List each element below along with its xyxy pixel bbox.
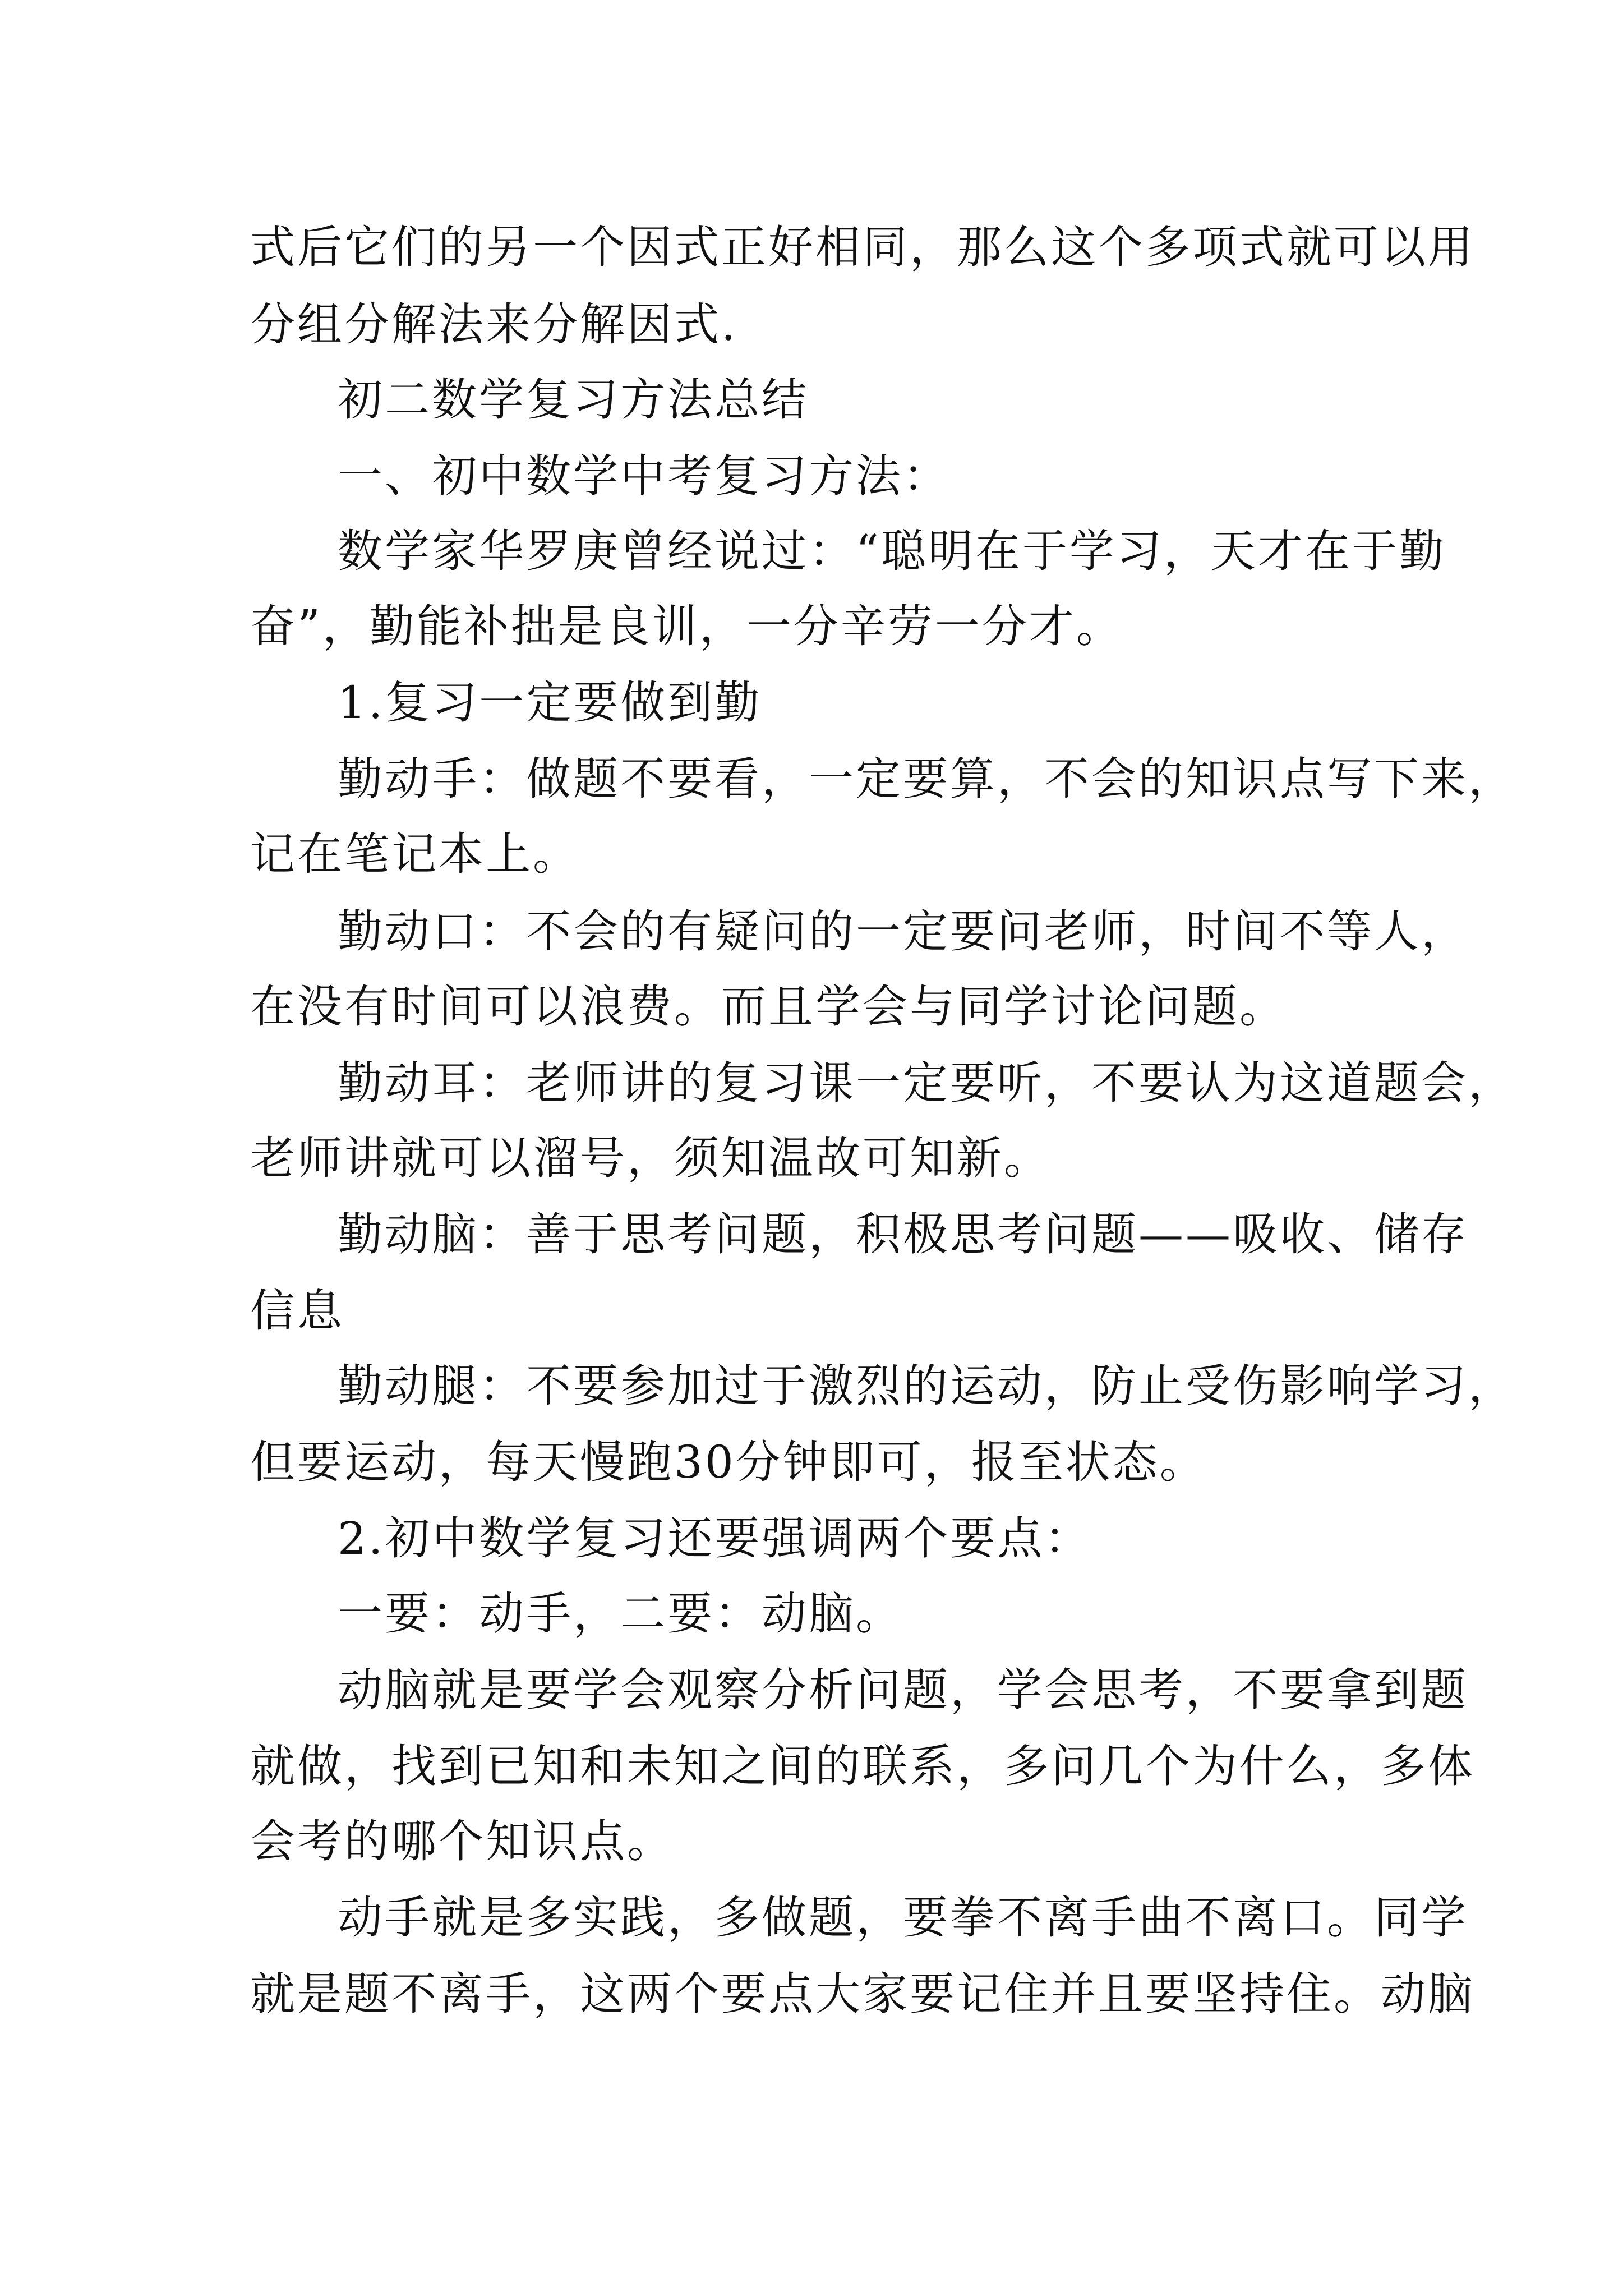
text-line: 记在笔记本上。 — [250, 828, 580, 880]
text-line: 会考的哪个知识点。 — [250, 1815, 674, 1867]
text-line: 就做，找到已知和未知之间的联系，多问几个为什么，多体 — [250, 1740, 1475, 1792]
text-line: 奋”，勤能补拙是良训，一分辛劳一分才。 — [250, 600, 1123, 652]
text-line: 勤动脑：善于思考问题，积极思考问题——吸收、储存 — [338, 1208, 1468, 1260]
text-line: 一要：动手，二要：动脑。 — [338, 1588, 903, 1640]
section-heading: 一、初中数学中考复习方法： — [338, 450, 950, 502]
list-heading: 2.初中数学复习还要强调两个要点： — [338, 1512, 1092, 1565]
text-line: 勤动手：做题不要看，一定要算，不会的知识点写下来， — [338, 753, 1515, 805]
text-line: 就是题不离手，这两个要点大家要记住并且要坚持住。动脑 — [250, 1968, 1475, 2020]
text-line: 分组分解法来分解因式. — [250, 298, 738, 351]
text-line: 但要运动，每天慢跑30分钟即可，报至状态。 — [250, 1436, 1207, 1488]
text-line: 勤动腿：不要参加过于激烈的运动，防止受伤影响学习， — [338, 1360, 1515, 1412]
text-line: 信息 — [250, 1285, 344, 1337]
text-line: 动手就是多实践，多做题，要拳不离手曲不离口。同学 — [338, 1892, 1468, 1944]
list-heading: 1.复习一定要做到勤 — [338, 677, 762, 729]
text-line: 式后它们的另一个因式正好相同，那么这个多项式就可以用 — [250, 221, 1475, 273]
text-line: 数学家华罗庚曾经说过：“聪明在于学习，天才在于勤 — [338, 525, 1446, 577]
text-line: 老师讲就可以溜号，须知温故可知新。 — [250, 1132, 1051, 1184]
text-line: 在没有时间可以浪费。而且学会与同学讨论问题。 — [250, 981, 1287, 1033]
text-line: 动脑就是要学会观察分析问题，学会思考，不要拿到题 — [338, 1664, 1468, 1716]
section-title: 初二数学复习方法总结 — [338, 374, 809, 426]
text-line: 勤动耳：老师讲的复习课一定要听，不要认为这道题会， — [338, 1057, 1515, 1109]
text-line: 勤动口：不会的有疑问的一定要问老师，时间不等人， — [338, 905, 1468, 958]
